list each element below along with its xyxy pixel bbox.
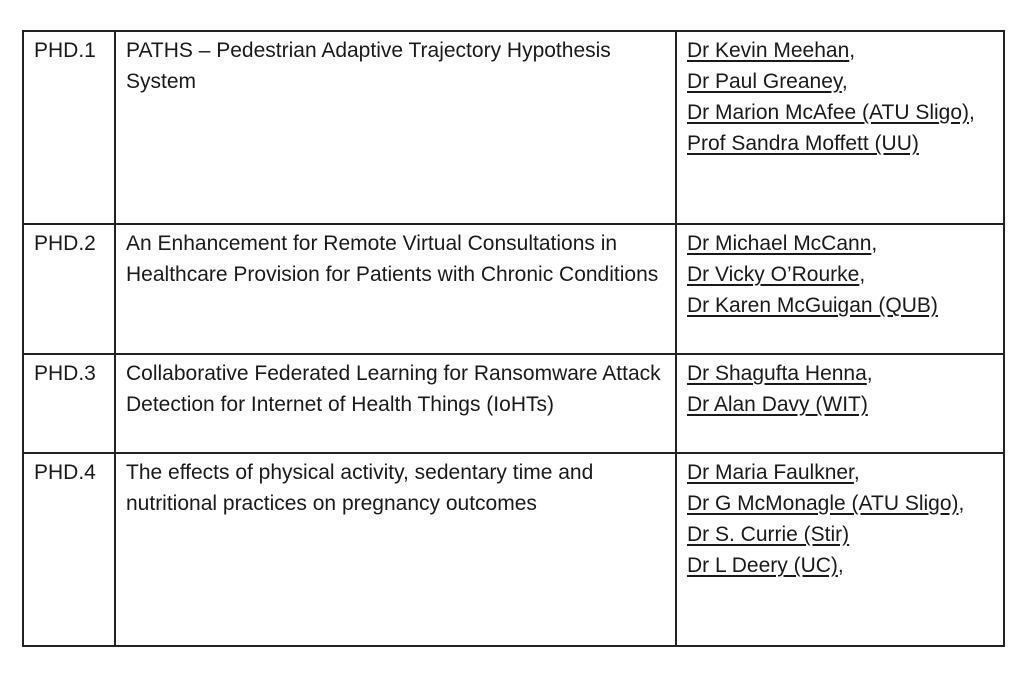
supervisor-link[interactable]: Dr Marion McAfee (ATU Sligo)	[687, 101, 970, 124]
supervisor-link[interactable]: Dr Michael McCann	[687, 232, 872, 255]
supervisor-entry	[687, 66, 995, 97]
supervisor-link[interactable]: Dr S. Currie (Stir)	[687, 523, 850, 546]
supervisor-entry	[687, 128, 995, 159]
phd-projects-table	[22, 30, 1005, 647]
separator: ,	[853, 461, 860, 484]
separator: ,	[841, 70, 848, 93]
supervisors-cell	[676, 224, 1004, 354]
supervisors-cell	[676, 453, 1004, 646]
supervisor-entry	[687, 488, 995, 519]
supervisor-link[interactable]: Dr Vicky O’Rourke	[687, 263, 860, 286]
project-title: The effects of physical activity, sedentary time and nutritional practices on pregnancy outcomes	[115, 453, 676, 646]
separator: ,	[969, 101, 975, 124]
table-row	[23, 453, 1004, 646]
supervisors-cell	[676, 31, 1004, 224]
supervisor-entry	[687, 228, 995, 259]
supervisor-link[interactable]: Dr Alan Davy (WIT)	[687, 393, 868, 416]
supervisor-entry	[687, 358, 995, 389]
supervisor-link[interactable]: Dr Kevin Meehan	[687, 39, 850, 62]
separator: ,	[837, 554, 844, 577]
separator: ,	[958, 492, 965, 515]
project-code: PHD.3	[23, 354, 115, 453]
project-code: PHD.1	[23, 31, 115, 224]
supervisor-link[interactable]: Dr Karen McGuigan (QUB)	[687, 294, 938, 317]
separator: ,	[849, 39, 856, 62]
project-code: PHD.4	[23, 453, 115, 646]
supervisor-entry	[687, 550, 995, 581]
table-row	[23, 31, 1004, 224]
separator: ,	[859, 263, 866, 286]
table-row	[23, 224, 1004, 354]
supervisor-entry	[687, 35, 995, 66]
supervisor-link[interactable]: Dr Shagufta Henna	[687, 362, 867, 385]
project-code: PHD.2	[23, 224, 115, 354]
supervisor-entry	[687, 290, 995, 321]
supervisors-cell	[676, 354, 1004, 453]
separator: ,	[871, 232, 878, 255]
separator: ,	[866, 362, 873, 385]
supervisor-link[interactable]: Prof Sandra Moffett (UU)	[687, 132, 919, 155]
table-row	[23, 354, 1004, 453]
project-title: PATHS – Pedestrian Adaptive Trajectory Hypothesis System	[115, 31, 676, 224]
project-title: An Enhancement for Remote Virtual Consultations in Healthcare Provision for Patients with Chronic Conditions	[115, 224, 676, 354]
supervisor-entry	[687, 457, 995, 488]
supervisor-entry	[687, 519, 995, 550]
supervisor-entry	[687, 389, 995, 420]
supervisor-link[interactable]: Dr L Deery (UC)	[687, 554, 838, 577]
supervisor-link[interactable]: Dr Paul Greaney	[687, 70, 842, 93]
supervisor-entry	[687, 259, 995, 290]
supervisor-link[interactable]: Dr Maria Faulkner	[687, 461, 854, 484]
project-title: Collaborative Federated Learning for Ransomware Attack Detection for Internet of Health Things (IoHTs)	[115, 354, 676, 453]
supervisor-entry	[687, 97, 995, 128]
supervisor-link[interactable]: Dr G McMonagle (ATU Sligo)	[687, 492, 959, 515]
